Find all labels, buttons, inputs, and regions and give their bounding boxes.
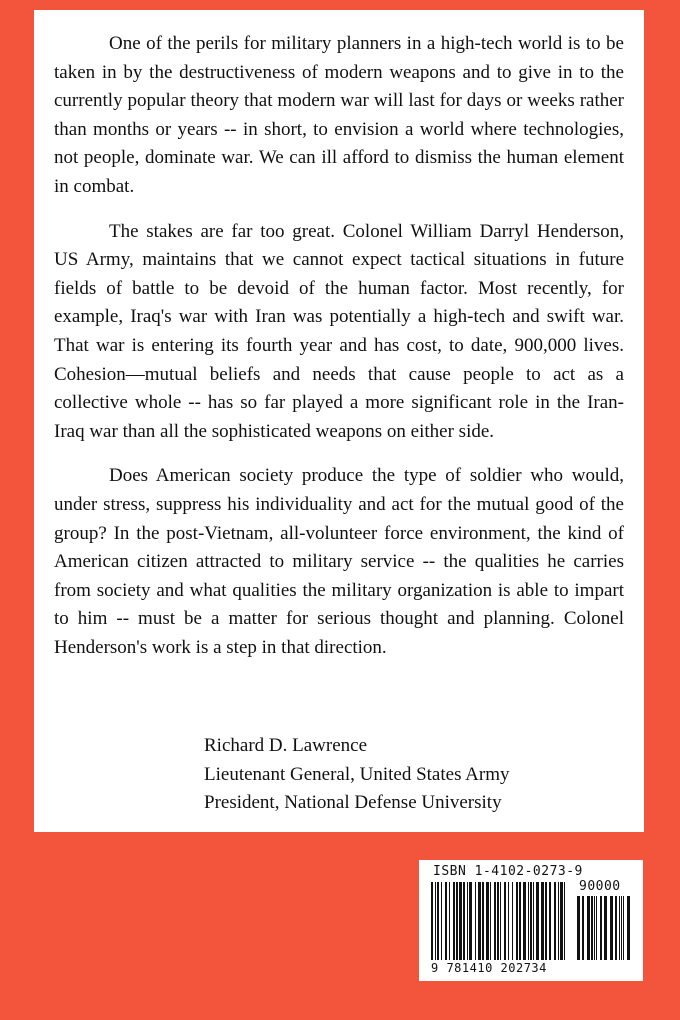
barcode-bar [431, 882, 433, 960]
barcode-bar [435, 882, 436, 960]
barcode-bar [549, 882, 551, 960]
barcode-bar [554, 882, 556, 960]
ean-digits: 9 781410 202734 [431, 961, 547, 975]
barcode-bar [459, 882, 462, 960]
barcode-bar [482, 882, 484, 960]
barcode-bar [533, 882, 534, 960]
barcode-bar [512, 882, 513, 960]
barcode-bar [463, 882, 465, 960]
barcode-bar [441, 882, 442, 960]
price-bars-group [577, 896, 630, 960]
barcode-bar [453, 882, 455, 960]
isbn-label: ISBN 1-4102-0273-9 [433, 864, 583, 879]
barcode-bar [587, 896, 590, 960]
signature-name: Richard D. Lawrence [204, 735, 368, 756]
barcode-bar [604, 896, 607, 960]
signature-block [204, 732, 510, 818]
barcode-bar [500, 882, 501, 960]
signature-position: President, National Defense University [204, 792, 502, 814]
isbn-barcode [419, 860, 643, 981]
ean-bars-group [431, 882, 565, 960]
barcode-bar [519, 882, 521, 960]
signature-rank: Lieutenant General, United States Army [204, 763, 510, 785]
barcode-bar [621, 896, 622, 960]
barcode-bar [623, 896, 624, 960]
barcode-bar [508, 882, 509, 960]
barcode-bar [627, 896, 630, 960]
barcode-bar [478, 882, 481, 960]
back-cover-text-panel [34, 10, 644, 832]
barcode-bar [560, 882, 563, 960]
barcode-bar [610, 896, 613, 960]
barcode-bar [528, 882, 529, 960]
paragraph-3: Does American society produce the type of soldier who would, under stress, suppress his individuality and act for the mutual good of the group? In the post-Vietnam, all-volunteer force environment, the kind of American citizen attracted to military service -- the qualities he carries from society and what qualities the military organization is able to impart to him -- must be a matter for serious thought and planning. Colonel Henderson's work is a step in that direction. [54, 465, 624, 658]
barcode-bar [490, 882, 491, 960]
barcode-bar [469, 882, 472, 960]
barcode-bar [564, 882, 565, 960]
barcode-bar [494, 882, 496, 960]
barcode-bar [530, 882, 532, 960]
barcode-bar [456, 882, 458, 960]
barcode-bar [591, 896, 593, 960]
barcode-bar [504, 882, 506, 960]
barcode-bar [558, 882, 559, 960]
barcode-bar [486, 882, 489, 960]
barcode-bar [467, 882, 468, 960]
barcode-bar [536, 882, 539, 960]
barcode-bar [541, 882, 544, 960]
barcode-bar [615, 896, 617, 960]
barcode-bar [516, 882, 518, 960]
barcode-bar [545, 882, 547, 960]
barcode-bar [577, 896, 580, 960]
barcode-bar [596, 896, 597, 960]
barcode-bar [619, 896, 620, 960]
barcode-bar [475, 882, 476, 960]
barcode-bar [497, 882, 499, 960]
paragraph-2: The stakes are far too great. Colonel William Darryl Henderson, US Army, maintains that we cannot expect tactical situations in future fields of battle to be devoid of the human factor. Most recently, for example, Iraq's war with Iran was potentially a high-tech and swift war. That war is entering its fourth year and has cost, to date, 900,000 lives. Cohesion—mutual beliefs and needs that cause people to act as a collective whole -- has so far played a more significant role in the Iran-Iraq war than all the sophisticated weapons on either side. [54, 220, 624, 442]
barcode-bar [445, 882, 447, 960]
barcode-bar [582, 896, 584, 960]
price-code: 90000 [579, 879, 621, 894]
barcode-bar [594, 896, 595, 960]
barcode-bar [437, 882, 439, 960]
barcode-bar [600, 896, 602, 960]
paragraph-1: One of the perils for military planners in a high-tech world is to be taken in by the destructiveness of modern weapons and to give in to the currently popular theory that modern war will last for days or weeks rather than months or years -- in short, to envision a world where technologies, not people, dominate war. We can ill afford to dismiss the human element in combat. [54, 33, 624, 197]
barcode-bar [449, 882, 450, 960]
barcode-bar [523, 882, 526, 960]
